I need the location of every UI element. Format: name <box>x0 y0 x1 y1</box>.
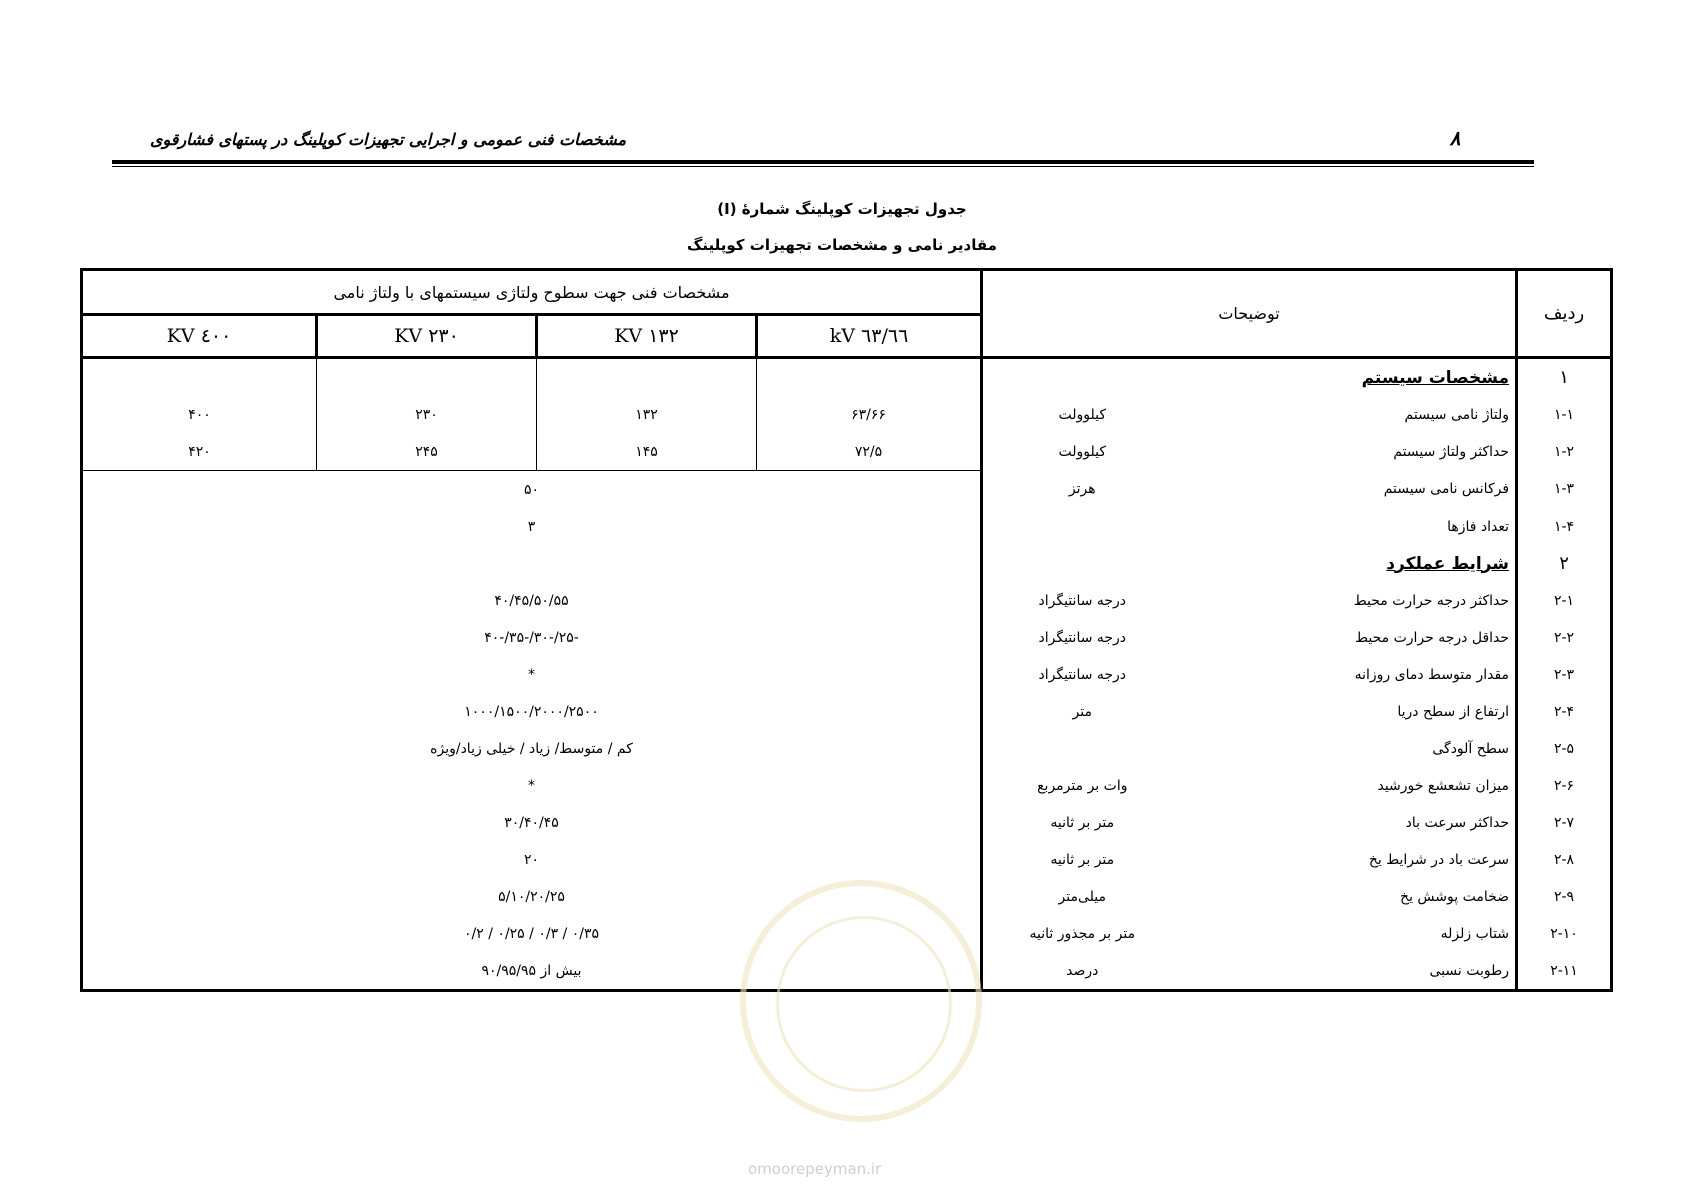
row-description: سرعت باد در شرایط یخ <box>1368 851 1510 868</box>
page-number: ۸ <box>1449 126 1461 150</box>
row-number: ۲-۶ <box>1517 767 1612 804</box>
header-kv-230: ۲۳۰ KV <box>317 315 537 358</box>
value-cell <box>82 545 982 582</box>
row-description: حداکثر سرعت باد <box>1405 814 1510 831</box>
table-row <box>82 767 1612 804</box>
section-title-cell <box>1182 545 1517 582</box>
row-value-400: ۴۰۰ <box>82 396 317 433</box>
row-number: ۱-۳ <box>1517 471 1612 509</box>
row-description: فرکانس نامی سیستم <box>1383 481 1510 498</box>
row-value: * <box>82 656 982 693</box>
row-description: سطح آلودگی <box>1432 740 1510 757</box>
row-value-230: ۲۳۰ <box>317 396 537 433</box>
table-row <box>82 396 1612 433</box>
row-number: ۲-۴ <box>1517 693 1612 730</box>
row-description: ولتاژ نامی سیستم <box>1404 406 1510 423</box>
row-number: ۲-۱۱ <box>1517 952 1612 991</box>
value-cell <box>82 358 317 397</box>
row-number: ۱-۲ <box>1517 433 1612 471</box>
row-number: ۲-۹ <box>1517 878 1612 915</box>
row-value-63: ۷۲/۵ <box>757 433 982 471</box>
row-description: رطوبت نسبی <box>1182 952 1517 991</box>
watermark-text: omoorepeyman.ir <box>748 1160 882 1178</box>
table-subcaption: مقادیر نامی و مشخصات تجهیزات کوپلینگ <box>687 236 997 254</box>
row-value: * <box>82 767 982 804</box>
row-description: ضخامت پوشش یخ <box>1400 888 1510 905</box>
row-number: ۲-۵ <box>1517 730 1612 767</box>
row-value: بیش از ۹۰/۹۵/۹۵ <box>82 952 982 991</box>
row-number: ۲-۸ <box>1517 841 1612 878</box>
row-description: ارتفاع از سطح دریا <box>1397 703 1510 720</box>
unit-cell <box>982 545 1182 582</box>
row-description: شتاب زلزله <box>1440 925 1510 942</box>
header-specs: مشخصات فنی جهت سطوح ولتاژی سیستمهای با ولتاژ نامی <box>82 270 982 315</box>
row-unit: میلی‌متر <box>982 878 1182 915</box>
row-description: میزان تشعشع خورشید <box>1377 777 1510 794</box>
value-cell <box>757 358 982 397</box>
row-value: ۳۰/۴۰/۴۵ <box>82 804 982 841</box>
header-kv-63: ٦٣/٦٦ kV <box>757 315 982 358</box>
row-value: ۵/۱۰/۲۰/۲۵ <box>82 878 982 915</box>
section-title: شرایط عملکرد <box>1386 553 1510 574</box>
row-unit: درجه سانتیگراد <box>982 656 1182 693</box>
row-value: ۱۰۰۰/۱۵۰۰/۲۰۰۰/۲۵۰۰ <box>82 693 982 730</box>
row-value: ۳ <box>82 508 982 545</box>
row-description: حداقل درجه حرارت محیط <box>1355 629 1510 646</box>
watermark-inner-ring <box>776 916 952 1092</box>
header-rule-thin <box>112 166 1534 167</box>
row-number: ۲-۱۰ <box>1517 915 1612 952</box>
header-kv-132: ۱۳۲ KV <box>537 315 757 358</box>
table-row <box>82 693 1612 730</box>
header-kv-400: ٤٠٠ KV <box>82 315 317 358</box>
row-description: تعداد فازها <box>1447 518 1510 535</box>
row-unit: کیلوولت <box>982 433 1182 471</box>
table-row <box>82 841 1612 878</box>
header-description: توضیحات <box>982 270 1517 358</box>
document-header-title: مشخصات فنی عمومی و اجرایی تجهیزات کوپلینگ در پستهای فشارقوی <box>150 130 627 149</box>
row-number: ۱-۱ <box>1517 396 1612 433</box>
table-row <box>82 471 1612 509</box>
row-description: مقدار متوسط دمای روزانه <box>1354 666 1510 683</box>
row-number: ۲-۳ <box>1517 656 1612 693</box>
unit-cell <box>982 358 1182 397</box>
row-value-132: ۱۴۵ <box>537 433 757 471</box>
row-number: ۲-۲ <box>1517 619 1612 656</box>
row-unit: متر بر ثانیه <box>982 804 1182 841</box>
section-number: ۲ <box>1517 545 1612 582</box>
section-title-cell <box>1182 358 1517 397</box>
row-unit: وات بر مترمربع <box>982 767 1182 804</box>
row-number: ۲-۷ <box>1517 804 1612 841</box>
table-row <box>82 582 1612 619</box>
row-value-400: ۴۲۰ <box>82 433 317 471</box>
value-cell <box>317 358 537 397</box>
row-value-132: ۱۳۲ <box>537 396 757 433</box>
row-value: کم / متوسط/ زیاد / خیلی زیاد/ویژه <box>82 730 982 767</box>
row-unit <box>982 508 1182 545</box>
row-unit: هرتز <box>982 471 1182 509</box>
row-unit: متر بر ثانیه <box>982 841 1182 878</box>
row-value: ۴۰/۴۵/۵۰/۵۵ <box>82 582 982 619</box>
header-rule-thick <box>112 160 1534 164</box>
row-unit: درصد <box>982 952 1182 991</box>
section-number: ۱ <box>1517 358 1612 397</box>
row-value-63: ۶۳/۶۶ <box>757 396 982 433</box>
row-number: ۱-۴ <box>1517 508 1612 545</box>
row-unit: کیلوولت <box>982 396 1182 433</box>
table-row <box>82 433 1612 471</box>
row-description: حداکثر ولتاژ سیستم <box>1393 443 1510 460</box>
table-row <box>82 730 1612 767</box>
table-row <box>82 508 1612 545</box>
row-value: ۰/۳۵ / ۰/۳ / ۰/۲۵ / ۰/۲ <box>82 915 982 952</box>
value-cell <box>537 358 757 397</box>
table-row <box>82 804 1612 841</box>
table-caption: جدول تجهیزات کوپلینگ شمارهٔ (I) <box>717 200 967 218</box>
watermark-seal-icon <box>740 880 982 1122</box>
table-row <box>82 619 1612 656</box>
row-value-230: ۲۴۵ <box>317 433 537 471</box>
row-unit: متر <box>982 693 1182 730</box>
header-row-number: ردیف <box>1517 270 1612 358</box>
row-value: ۵۰ <box>82 471 982 509</box>
row-value: -۲۵/-۳۰/-۳۵/-۴۰ <box>82 619 982 656</box>
section-title: مشخصات سیستم <box>1361 367 1510 388</box>
row-unit: متر بر مجذور ثانیه <box>982 915 1182 952</box>
row-value: ۲۰ <box>82 841 982 878</box>
table-row <box>82 656 1612 693</box>
row-description: حداکثر درجه حرارت محیط <box>1353 592 1510 609</box>
row-unit: درجه سانتیگراد <box>982 619 1182 656</box>
row-number: ۲-۱ <box>1517 582 1612 619</box>
row-unit: درجه سانتیگراد <box>982 582 1182 619</box>
row-unit <box>982 730 1182 767</box>
